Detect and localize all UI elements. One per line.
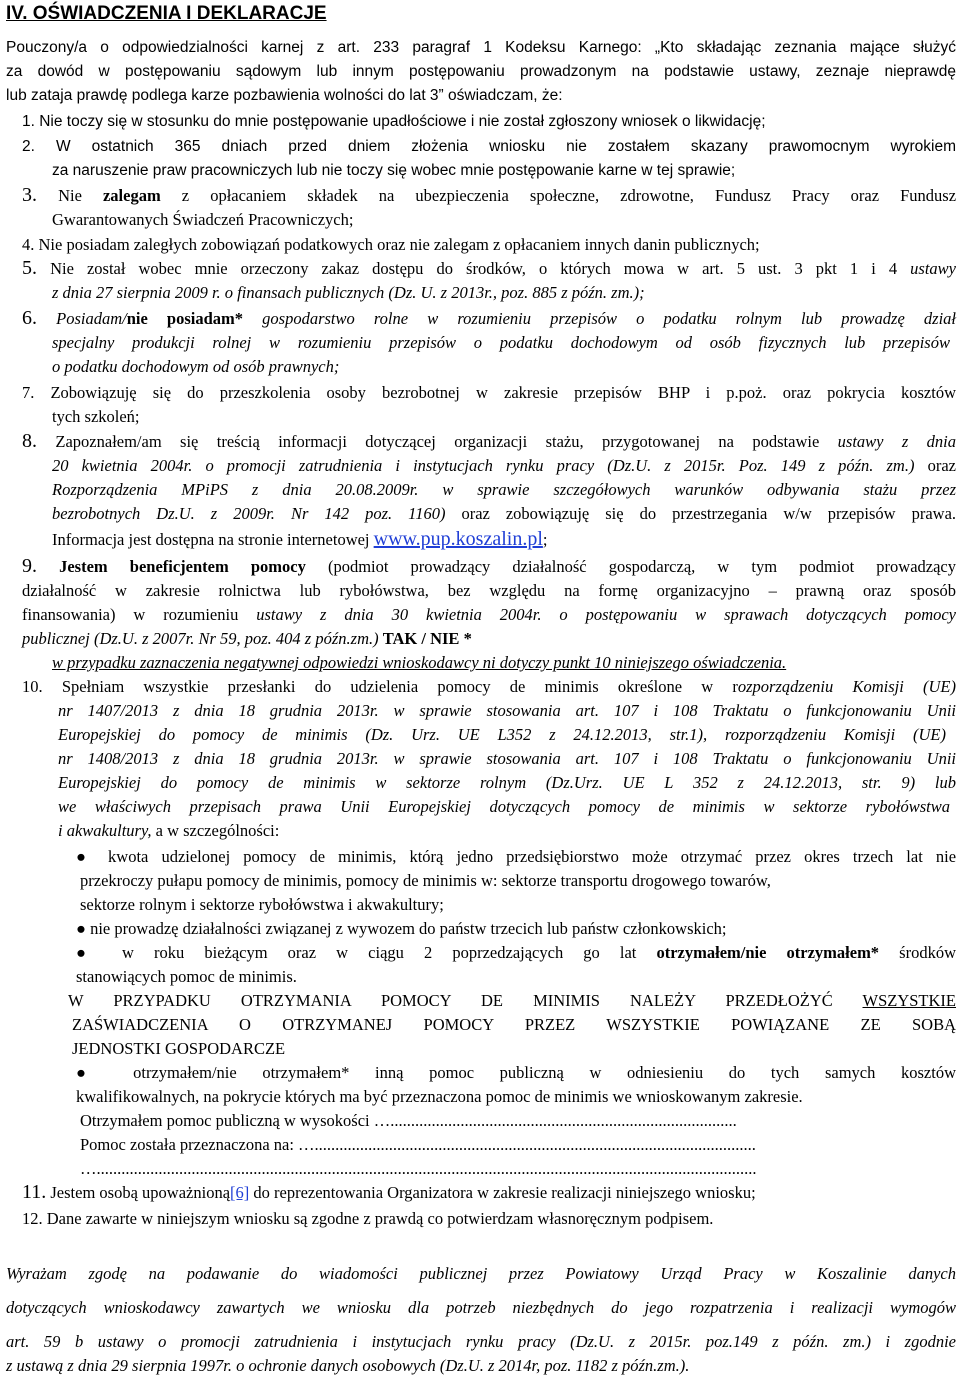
- statement-3-number: 3.: [22, 184, 37, 206]
- caps-line-2: ZAŚWIADCZENIA O OTRZYMANEJ POMOCY PRZEZ WSZYSTKIE POWIĄZANE ZE SOBĄ: [72, 1015, 956, 1034]
- statement-8-semicolon: ;: [542, 530, 548, 549]
- bullet-3-text: w roku bieżącym oraz w ciągu 2 poprzedzających go lat: [122, 943, 637, 962]
- statement-5-text: Nie został wobec mnie orzeczony zakaz dostępu do środków, o których mowa w art. 5 ust. 3 pkt 1 i 4: [50, 259, 898, 278]
- statement-8-number: 8.: [22, 430, 37, 452]
- aid-purpose-continuation[interactable]: …................................................................................................................................................................: [80, 1159, 757, 1178]
- statement-8-line-3: Rozporządzenia MPiPS z dnia 20.08.2009r. w sprawie szczegółowych warunków odbywania stażu przez: [52, 480, 956, 499]
- statement-9-financing: finansowania) w rozumieniu: [22, 605, 239, 624]
- statement-8-line-1: [22, 430, 956, 454]
- statement-9-line-4: [22, 627, 472, 651]
- bullet-4-line-2: kwalifikowalnych, na pokrycie których ma być przeznaczona pomoc de minimis we wnioskowanym zakresie.: [76, 1087, 803, 1106]
- statement-1: 1. Nie toczy się w stosunku do mnie postępowanie upadłościowe i nie został zgłoszony wniosek o likwidację;: [22, 113, 766, 130]
- footnote-link[interactable]: [6]: [230, 1183, 250, 1202]
- aid-purpose-field[interactable]: Pomoc została przeznaczona na: …...........................................................................................................: [80, 1135, 756, 1154]
- statement-10-line-2: nr 1407/2013 z dnia 18 grudnia 2013r. w sprawie stosowania art. 107 i 108 Traktatu o funkcjonowaniu Unii: [58, 701, 956, 720]
- statement-9-line-2: działalność w zakresie rolnictwa lub rybołówstwa, bez względu na formę organizacyjno – prawną oraz sposób: [22, 581, 956, 600]
- footer-line-4: z ustawą z dnia 29 sierpnia 1997r. o ochronie danych osobowych (Dz.U. z 2014r, poz. 1182 z późn.zm.).: [6, 1356, 690, 1375]
- bullet-3-srodkow: środków: [899, 943, 956, 962]
- statement-10-italic: ozporządzeniu Komisji (UE): [737, 677, 956, 696]
- bullet-4-line-1: [76, 1061, 956, 1085]
- statement-6-bold: nie posiadam*: [126, 309, 244, 328]
- statement-3-text-c: z opłacaniem składek na ubezpieczenia społeczne, zdrowotne, Fundusz Pracy oraz Fundusz: [181, 186, 957, 205]
- bullet-dot-icon: ●: [76, 919, 86, 938]
- statement-10-line-6: we właściwych przepisach prawa Unii Europejskiej dotyczących pomocy de minimis w sektorze rybołówstwa: [58, 797, 950, 816]
- statement-10-line-5: Europejskiej do pomocy de minimis w sektorze rolnym (Dz.Urz. UE L 352 z 24.12.2013, str. 9) lub: [58, 773, 956, 792]
- statement-3-line-2: Gwarantowanych Świadczeń Pracowniczych;: [52, 210, 354, 229]
- bullet-2-text: nie prowadzę działalności związanej z wywozem do państw trzecich lub państw członkowskich;: [90, 919, 727, 938]
- caps-line-3: JEDNOSTKI GOSPODARCZE: [72, 1039, 286, 1058]
- statement-9-number: 9.: [22, 555, 37, 577]
- statement-12: 12. Dane zawarte w niniejszym wniosku są zgodne z prawdą co potwierdzam własnoręcznym podpisem.: [22, 1209, 714, 1228]
- statement-6-number: 6.: [22, 307, 37, 329]
- statement-9-law-ref-2: publicznej (Dz.U. z 2007r. Nr 59, poz. 404 z późn.zm.): [22, 629, 379, 648]
- statement-5-number: 5.: [22, 257, 37, 279]
- bullet-2: [76, 917, 727, 941]
- footer-line-2: dotyczących wnioskodawcy zawartych we wniosku dla potrzeb niezbędnych do jego rozpatrzenia i realizacji wymogów: [6, 1298, 956, 1317]
- statement-8-line-5: [52, 528, 547, 552]
- aid-amount-field[interactable]: Otrzymałem pomoc publiczną w wysokości …....................................................................................: [80, 1111, 737, 1130]
- section-title: IV. OŚWIADCZENIA I DEKLARACJE: [6, 3, 327, 24]
- footer-line-1: Wyrażam zgodę na podawanie do wiadomości publicznej przez Powiatowy Urząd Pracy w Koszalinie danych: [6, 1264, 956, 1283]
- caps-text-1: W PRZYPADKU OTRZYMANIA POMOCY DE MINIMIS NALEŻY PRZEDŁOŻYĆ: [68, 991, 833, 1010]
- bullet-dot-icon: ●: [76, 847, 95, 866]
- statement-7-line-2: tych szkoleń;: [52, 407, 140, 426]
- caps-line-1: [68, 989, 956, 1013]
- statement-10-line-7: [58, 819, 279, 843]
- statement-2-line-1: 2. W ostatnich 365 dniach przed dniem złożenia wniosku nie zostałem skazany prawomocnym wyrokiem: [22, 138, 956, 155]
- intro-line-2: za dowód w postępowaniu sądowym lub innym postępowaniu prowadzonym na podstawie ustawy, zeznaje nieprawdę: [6, 63, 956, 80]
- bullet-1-line-1: [76, 845, 956, 869]
- caps-underlined: WSZYSTKIE: [862, 991, 956, 1010]
- statement-3-line-1: [22, 184, 956, 208]
- statement-10-line-1: [22, 675, 956, 699]
- tak-nie-choice[interactable]: TAK / NIE *: [382, 629, 472, 648]
- website-link[interactable]: www.pup.koszalin.pl: [373, 528, 543, 550]
- statement-11-text: Jestem osobą upoważnioną: [50, 1183, 231, 1202]
- statement-5-line-2: z dnia 27 sierpnia 2009 r. o finansach publicznych (Dz. U. z 2013r., poz. 885 z późn. zm.);: [52, 283, 645, 302]
- statement-9-line-3: [22, 603, 956, 627]
- statement-10-line-3: Europejskiej do pomocy de minimis (Dz. Urz. UE L352 z 24.12.2013, str.1), rozporządzeniu Komisji (UE): [58, 725, 946, 744]
- statement-10-w-szczegolnosci: a w szczególności:: [155, 821, 280, 840]
- statement-4: 4. Nie posiadam zaległych zobowiązań podatkowych oraz nie zalegam z opłacaniem innych danin publicznych;: [22, 235, 760, 254]
- statement-9-note: w przypadku zaznaczenia negatywnej odpowiedzi wnioskodawcy ni dotyczy punkt 10 niniejszego oświadczenia.: [52, 653, 787, 672]
- statement-8-law-ref-2: bezrobotnych Dz.U. z 2009r. Nr 142 poz. 1160): [52, 504, 446, 523]
- statement-10-line-4: nr 1408/2013 z dnia 18 grudnia 2013r. w sprawie stosowania art. 107 i 108 Traktatu o funkcjonowaniu Unii: [58, 749, 956, 768]
- statement-9-text: (podmiot prowadzący działalność gospodarczą, w tym podmiot prowadzący: [327, 557, 957, 576]
- statement-9-line-1: [22, 555, 956, 579]
- statement-2-line-2: za naruszenie praw pracowniczych lub nie toczy się wobec mnie postępowanie karne w tej sprawie;: [52, 162, 736, 179]
- statement-5-line-1: [22, 257, 956, 281]
- statement-6-line-3: o podatku dochodowym od osób prawnych;: [52, 357, 340, 376]
- bullet-1-line-3: sektorze rolnym i sektorze rybołówstwa i akwakultury;: [80, 895, 444, 914]
- statement-7-line-1: 7. Zobowiązuję się do przeszkolenia osoby bezrobotnej w zakresie przepisów BHP i p.poż. oraz pokrycia kosztów: [22, 383, 956, 402]
- intro-line-3: lub zataja prawdę podlega karze pozbawienia wolności do lat 3” oświadczam, że:: [6, 87, 563, 104]
- bullet-4-text: otrzymałem/nie otrzymałem* inną pomoc publiczną w odniesieniu do tych samych kosztów: [133, 1063, 957, 1082]
- statement-9-law-ref: ustawy z dnia 30 kwietnia 2004r. o postępowaniu w sprawach dotyczących pomocy: [256, 605, 957, 624]
- bullet-dot-icon: ●: [76, 943, 102, 962]
- statement-3-bold: zalegam: [102, 186, 161, 205]
- statement-8-oraz: oraz: [927, 456, 956, 475]
- bullet-3-line-2: stanowiących pomoc de minimis.: [76, 967, 297, 986]
- statement-6-text-c: gospodarstwo rolne w rozumieniu przepisów o podatku rolnym lub prowadzę dział: [262, 309, 957, 328]
- statement-8-text: Zapoznałem/am się treścią informacji dotyczącej organizacji stażu, przygotowanej na podstawie: [55, 432, 820, 451]
- statement-5-italic: ustawy: [910, 259, 956, 278]
- bullet-3-line-1: [76, 941, 956, 965]
- statement-10-akwakultury: i akwakultury,: [58, 821, 152, 840]
- statement-8-italic: ustawy z dnia: [837, 432, 957, 451]
- bullet-1-text: kwota udzielonej pomocy de minimis, którą jedno przedsiębiorstwo może otrzymać przez okres trzech lat nie: [108, 847, 957, 866]
- received-choice[interactable]: otrzymałem/nie otrzymałem*: [656, 943, 880, 962]
- statement-11-text-b: do reprezentowania Organizatora w zakresie realizacji niniejszego wniosku;: [253, 1183, 756, 1202]
- statement-10-text: Spełniam wszystkie przesłanki do udzielenia pomocy de minimis określone w r: [61, 677, 738, 696]
- statement-8-obligation: oraz zobowiązuję się do przestrzegania w/w przepisów prawa.: [461, 504, 957, 523]
- statement-8-info-text: Informacja jest dostępna na stronie internetowej: [52, 530, 370, 549]
- statement-9-bold: Jestem beneficjentem pomocy: [59, 557, 306, 576]
- bullet-1-line-2: przekroczy pułapu pomocy de minimis, pomocy de minimis w: sektorze transportu drogowego towarów,: [80, 871, 771, 890]
- footer-line-3: art. 59 b ustawy o promocji zatrudnienia i instytucjach rynku pracy (Dz.U. z 2015r. poz.149 z późn. zm.) i zgodnie: [6, 1332, 956, 1351]
- statement-6-line-1: [22, 307, 956, 331]
- statement-6-line-2: specjalny produkcji rolnej w rozumieniu przepisów o podatku dochodowym od osób fizycznych lub przepisów: [52, 333, 950, 352]
- statement-8-law-ref: 20 kwietnia 2004r. o promocji zatrudnienia i instytucjach rynku pracy (Dz.U. z 2015r. Poz. 149 z późn. zm.): [52, 456, 915, 475]
- bullet-dot-icon: ●: [76, 1063, 108, 1082]
- statement-11-number: 11.: [22, 1181, 47, 1203]
- statement-6-text-a: Posiadam/: [56, 309, 127, 328]
- statement-8-line-4: [52, 502, 956, 526]
- statement-10-number: 10.: [22, 677, 43, 696]
- statement-8-line-2: [52, 454, 956, 478]
- statement-11: [22, 1181, 756, 1205]
- statement-3-text-a: Nie: [58, 186, 82, 205]
- intro-line-1: Pouczony/a o odpowiedzialności karnej z art. 233 paragraf 1 Kodeksu Karnego: „Kto składając zeznania mające służyć: [6, 39, 956, 56]
